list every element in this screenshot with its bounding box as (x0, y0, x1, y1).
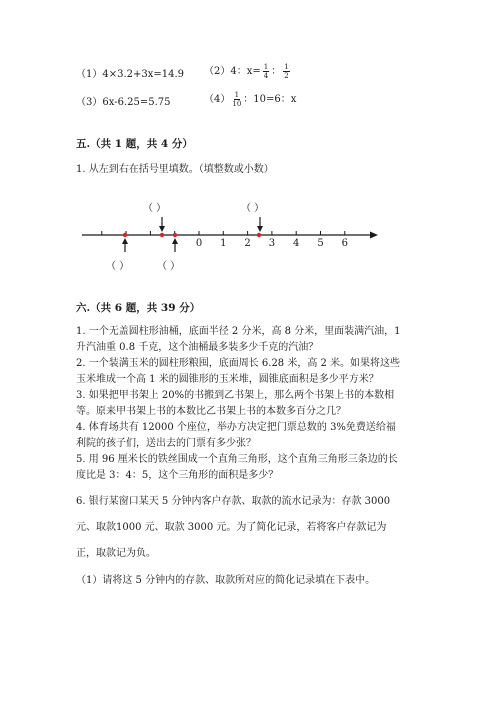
tick-label-4: 4 (293, 238, 300, 249)
equation-2 (204, 62, 292, 80)
equation-3: （3）6x-6.25=5.75 (76, 97, 171, 108)
equation-1: （1）4×3.2+3x=14.9 (76, 69, 185, 80)
tick-label-5: 5 (317, 238, 324, 249)
number-line-arrowhead (370, 232, 378, 239)
fraction-numerator: 1 (284, 63, 289, 71)
number-line-tick-labels (196, 238, 348, 249)
question-2: 2. 一个装满玉米的圆柱形粮囤，底面周长 6.28 米，高 2 米。如果将这些玉米堆成一个高 1 米的圆锥形的玉米堆，圆锥底面积是多少平方米？ (76, 358, 401, 385)
down-arrowhead-icon (257, 226, 263, 232)
equation-4-suffix: ：10=6：x (243, 94, 297, 105)
fraction-one-half (283, 63, 289, 80)
equation-2-colon: ： (271, 66, 282, 77)
fraction-denominator: 2 (284, 72, 289, 80)
section-5-question: 1. 从左到右在括号里填数。（填整数或小数） (76, 164, 274, 175)
tick-label-6: 6 (341, 238, 348, 249)
number-line-ticks (102, 231, 345, 235)
point-marker-c (173, 233, 177, 237)
equation-4-prefix: （4） (204, 94, 231, 105)
up-arrowhead-icon (172, 238, 178, 244)
answer-blank-top-left[interactable]: （ ） (143, 203, 167, 214)
answer-blank-top-right[interactable]: （ ） (241, 203, 265, 214)
point-marker-d (257, 233, 261, 237)
question-6-subquestion-1: （1）请将这 5 分钟内的存款、取款所对应的简化记录填在下表中。 (76, 575, 376, 586)
fraction-numerator: 1 (263, 63, 269, 71)
down-arrowhead-icon (159, 226, 165, 232)
answer-blank-bottom-right[interactable]: （ ） (157, 261, 181, 272)
section-6-questions (76, 324, 402, 484)
question-6: 6. 银行某窗口某天 5 分钟内客户存款、取款的流水记录为：存款 3000 元、取款1000 元、取款 3000 元。为了简化记录，若将客户存款记为正，取款记为负。 (76, 496, 391, 559)
point-marker-a (123, 233, 127, 237)
section-6-heading: 六.（共 6 题，共 39 分） (76, 302, 201, 314)
fraction-one-quarter (263, 63, 269, 80)
fraction-denominator: 4 (263, 72, 269, 80)
point-marker-b (160, 233, 164, 237)
section-5-heading: 五.（共 1 题，共 4 分） (76, 138, 193, 150)
answer-blank-bottom-left[interactable]: （ ） (106, 261, 130, 272)
fraction-denominator: 10 (232, 100, 242, 108)
up-arrowhead-icon (122, 238, 128, 244)
tick-label-3: 3 (268, 238, 276, 249)
equation-4 (204, 90, 296, 108)
tick-label-2: 2 (244, 238, 251, 249)
question-4: 4. 体育场共有 12000 个座位，举办方决定把门票总数的 3%免费送给福利院的孩子们，送出去的门票有多少张？ (76, 422, 396, 449)
question-5: 5. 用 96 厘米长的铁丝围成一个直角三角形，这个直角三角形三条边的长度比是 3：4：5，这个三角形的面积是多少？ (76, 454, 398, 481)
equation-2-prefix: （2）4：x= (204, 66, 261, 77)
tick-label-0: 0 (195, 238, 203, 249)
question-1: 1. 一个无盖圆柱形油桶，底面半径 2 分米，高 8 分米，里面装满汽油，1 升汽油重 0.8 千克，这个油桶最多装多少千克的汽油？ (76, 326, 401, 353)
tick-label-1: 1 (220, 238, 227, 249)
fraction-one-tenth (232, 91, 241, 108)
question-3: 3. 如果把甲书架上 20%的书搬到乙书架上，那么两个书架上书的本数相等。原来甲书架上书的本数比乙书架上书的本数多百分之几？ (76, 390, 395, 417)
fraction-numerator: 1 (234, 91, 240, 99)
